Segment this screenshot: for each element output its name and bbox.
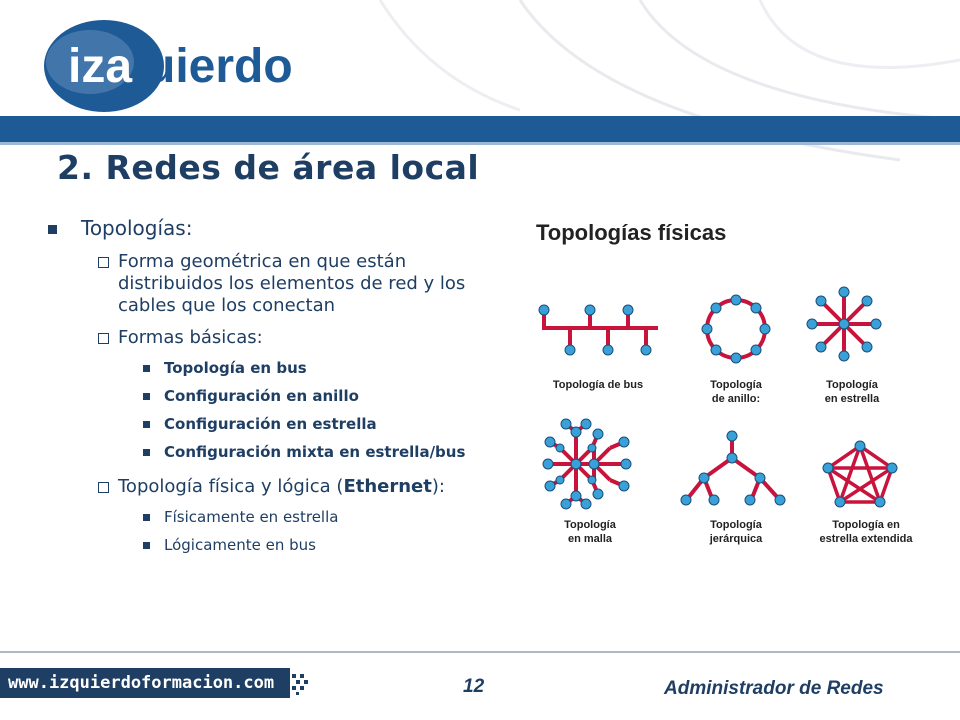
caption-estrella-1: Topología — [826, 379, 878, 391]
item-fisicamente — [46, 508, 516, 527]
square-bullet-icon — [143, 393, 150, 400]
footer-url-bar[interactable] — [0, 668, 290, 698]
page-number: 12 — [463, 676, 485, 697]
item-estrella — [46, 415, 516, 434]
hollow-square-bullet-icon — [98, 333, 109, 344]
bullet-text: Físicamente en estrella — [164, 508, 339, 526]
footer-url[interactable]: www.izquierdoformacion.com — [8, 673, 275, 693]
svg-text:iza: iza — [68, 40, 133, 93]
caption-jerarquica-2: jerárquica — [709, 533, 763, 545]
header-band-line — [0, 142, 960, 145]
bullet-text-suffix: ): — [431, 476, 445, 497]
square-bullet-icon — [143, 365, 150, 372]
svg-text:uierdo: uierdo — [146, 40, 293, 93]
caption-extendida-1: Topología en — [832, 519, 900, 531]
square-bullet-icon — [143, 421, 150, 428]
footer-course-title: Administrador de Redes — [664, 678, 884, 699]
sub-bullet-formas — [46, 327, 516, 349]
hierarchical-topology — [681, 431, 785, 505]
square-bullet-icon — [143, 514, 150, 521]
bullet-list — [46, 216, 516, 564]
square-bullet-icon — [143, 542, 150, 549]
mesh-topology — [543, 419, 631, 509]
header-band — [0, 116, 960, 142]
dots-decoration-icon — [290, 672, 314, 696]
extended-star-topology — [823, 441, 897, 507]
caption-extendida-2: estrella extendida — [819, 533, 913, 545]
item-mixta — [46, 443, 516, 462]
sub-bullet-fisica-logica — [46, 476, 516, 498]
ring-topology — [702, 295, 770, 363]
diagram-title: Topologías físicas — [536, 220, 727, 245]
caption-jerarquica-1: Topología — [710, 519, 762, 531]
bus-topology — [539, 305, 658, 355]
square-bullet-icon — [143, 449, 150, 456]
bullet-text: Forma geométrica en que están distribuidos los elementos de red y los cables que los conectan — [118, 251, 466, 316]
hollow-square-bullet-icon — [98, 257, 109, 268]
slide-title: 2. Redes de área local — [57, 148, 480, 187]
caption-anillo-2: de anillo: — [711, 393, 761, 405]
ethernet-term: Ethernet — [343, 476, 432, 497]
bullet-text: Configuración en anillo — [164, 387, 359, 405]
bullet-text-prefix: Topología física y lógica ( — [118, 476, 344, 497]
sub-bullet-definition — [46, 251, 516, 317]
bullet-text: Topologías: — [81, 216, 193, 240]
bullet-text: Formas básicas: — [118, 327, 263, 348]
caption-malla-1: Topología — [564, 519, 616, 531]
bullet-text: Configuración mixta en estrella/bus — [164, 443, 466, 461]
izquierdo-logo — [28, 14, 298, 118]
item-bus — [46, 359, 516, 378]
bullet-text: Lógicamente en bus — [164, 536, 316, 554]
bullet-topologias — [46, 216, 516, 240]
star-topology — [807, 287, 881, 361]
hollow-square-bullet-icon — [98, 482, 109, 493]
item-anillo — [46, 387, 516, 406]
bullet-text: Topología en bus — [164, 359, 307, 377]
item-logicamente — [46, 536, 516, 555]
caption-anillo-1: Topología — [710, 379, 762, 391]
caption-malla-2: en malla — [567, 533, 613, 545]
topology-diagram — [528, 212, 928, 562]
caption-estrella-2: en estrella — [824, 393, 880, 405]
caption-bus: Topología de bus — [552, 379, 644, 391]
footer-divider — [0, 651, 960, 653]
square-bullet-icon — [48, 225, 57, 234]
bullet-text: Configuración en estrella — [164, 415, 377, 433]
